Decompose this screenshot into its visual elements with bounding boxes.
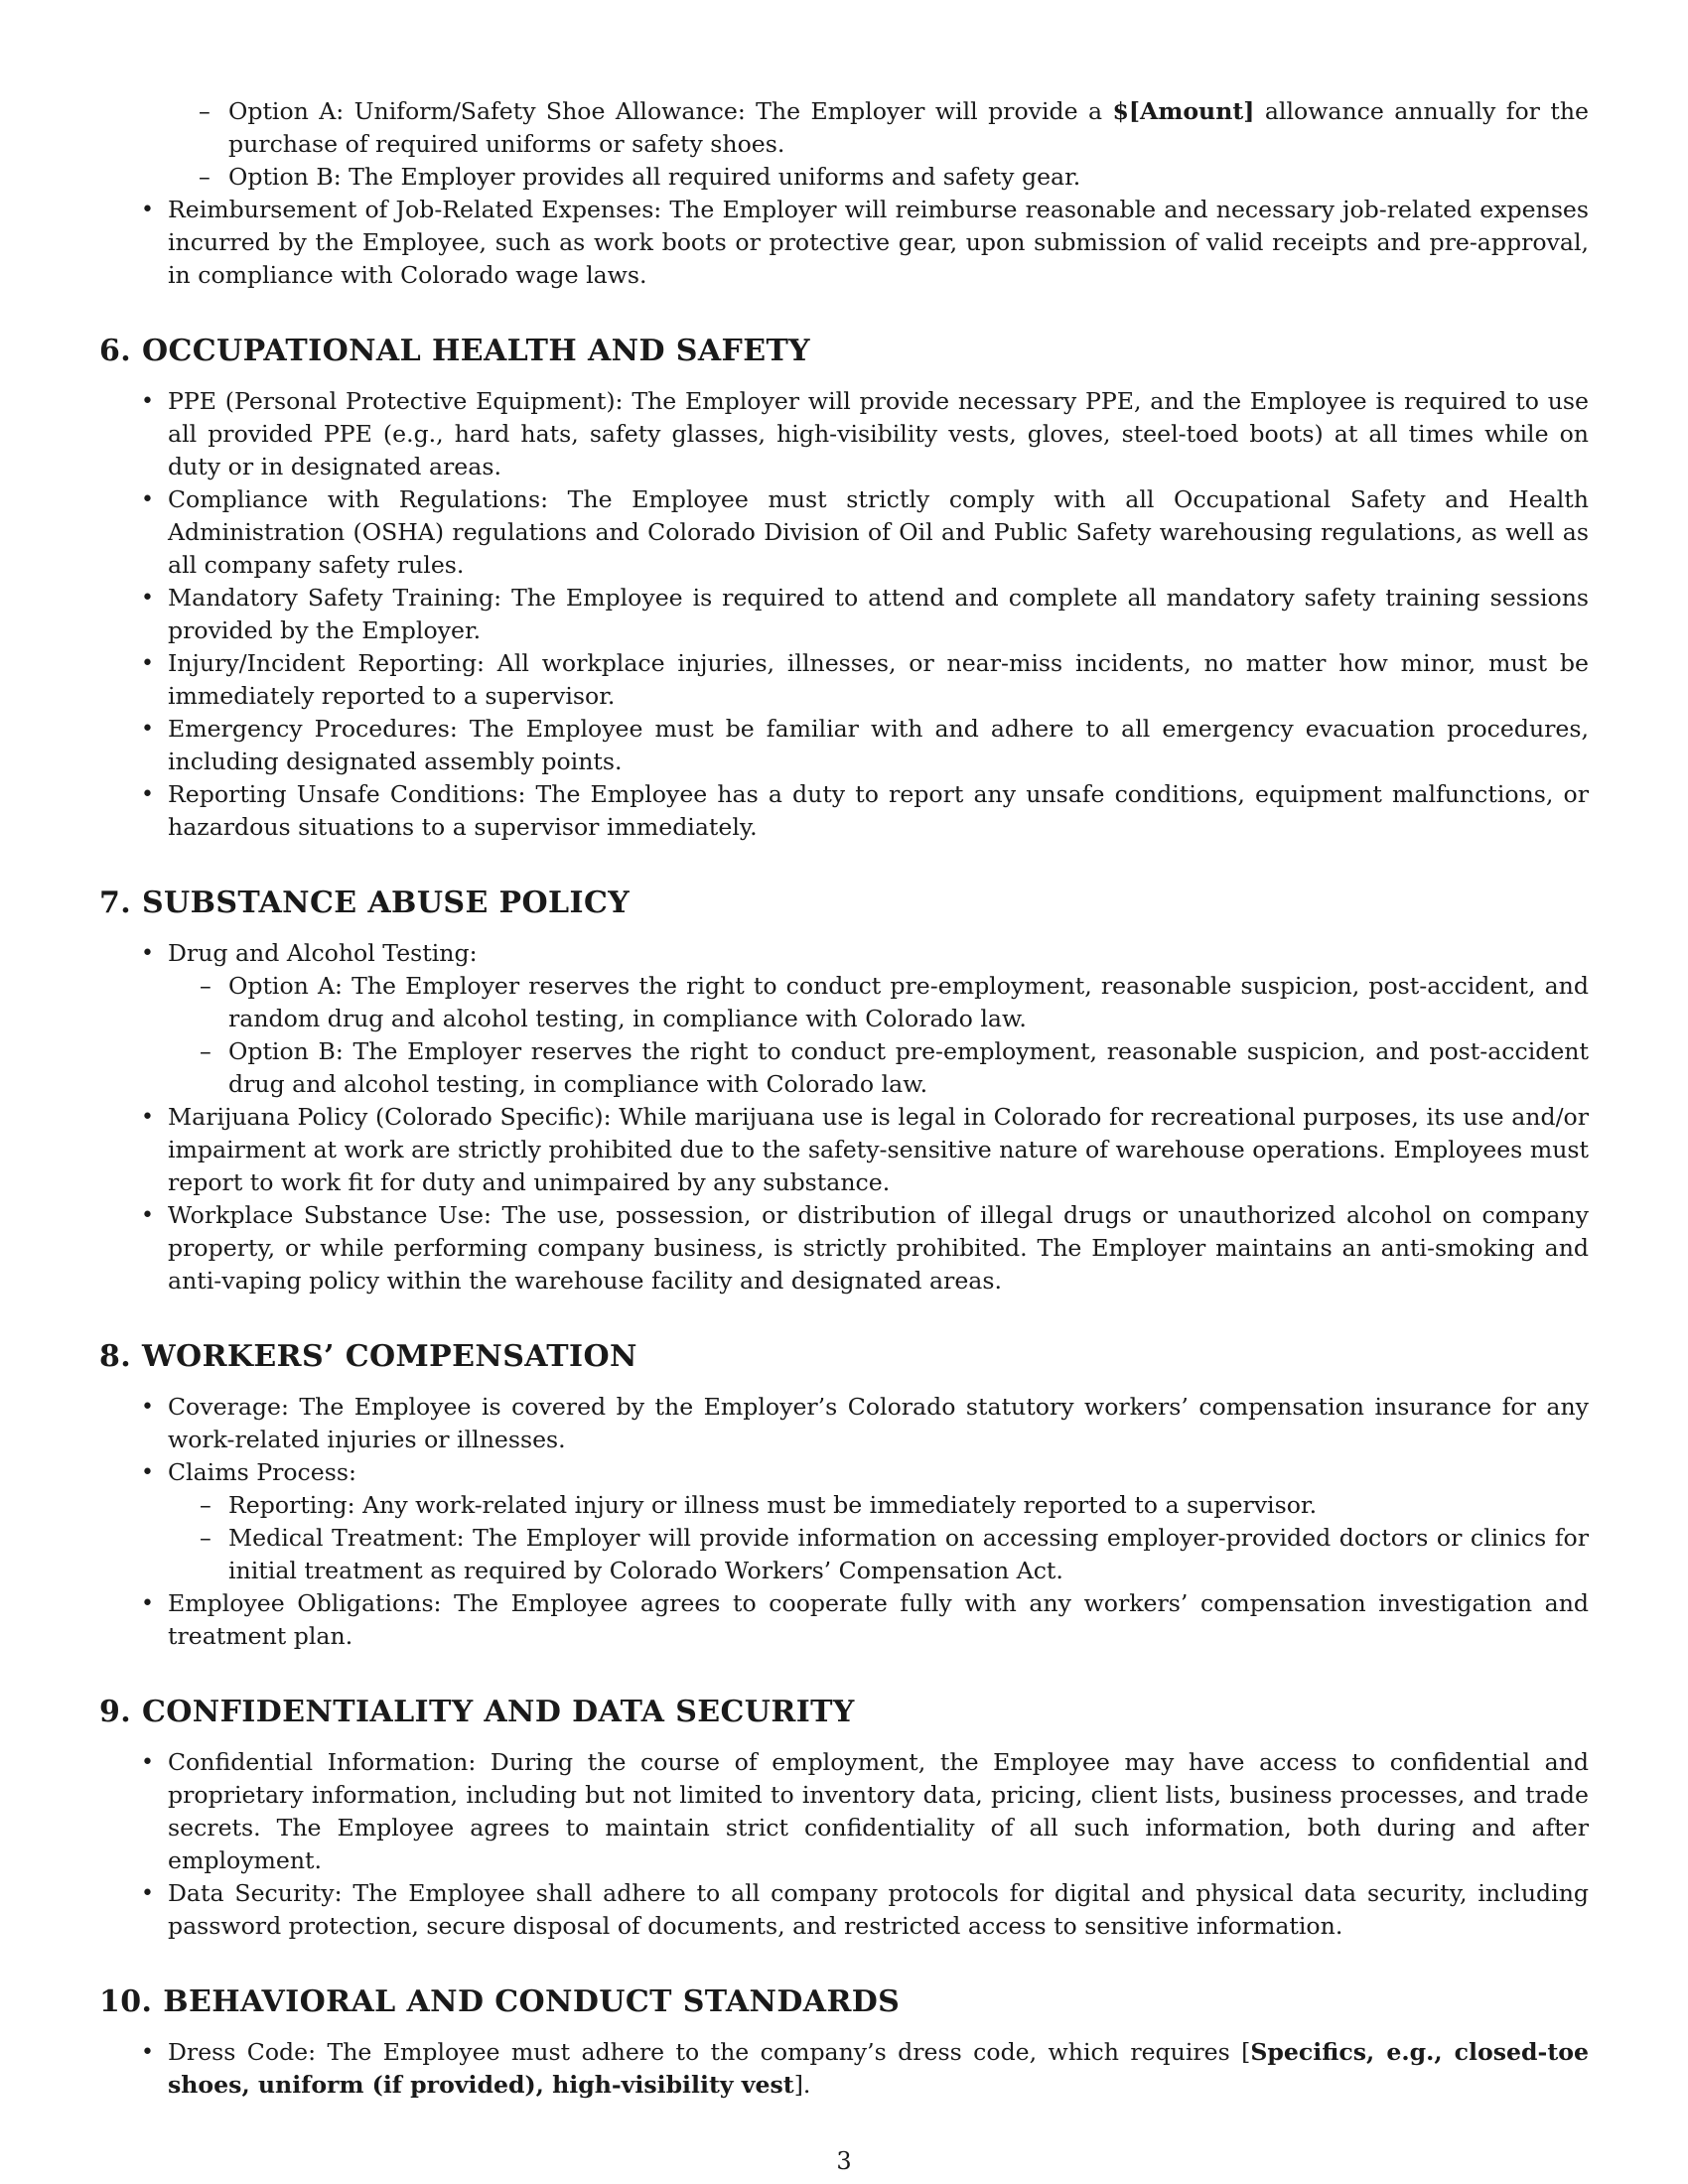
section-10-list <box>99 2036 1589 2102</box>
uniform-option-b: – Option B: The Employer provides all required uniforms and safety gear. <box>99 161 1589 194</box>
reimbursement-item: • Reimbursement of Job-Related Expenses: The Employer will reimburse reasonable and necessary job-related expenses incurred by the Employee, such as work boots or protective gear, upon submission of valid receipts and pre-approval, in compliance with Colorado wage laws. <box>99 194 1589 292</box>
claims-steps <box>168 1489 1589 1587</box>
section-7-list <box>99 937 1589 1297</box>
testing-options <box>168 970 1589 1101</box>
testing-option-a: – Option A: The Employer reserves the right to conduct pre-employment, reasonable suspicion, post-accident, and random drug and alcohol testing, in compliance with Colorado law. <box>168 970 1589 1035</box>
list-item-dress-code: • Dress Code: The Employee must adhere to the company’s dress code, which requires [Specifics, e.g., closed-toe shoes, uniform (if provided), high-visibility vest]. <box>99 2036 1589 2102</box>
section-6 <box>99 334 1589 844</box>
section-10-heading: 10. BEHAVIORAL AND CONDUCT STANDARDS <box>99 1984 901 2019</box>
uniform-options <box>99 95 1589 194</box>
uniform-option-a: – Option A: Uniform/Safety Shoe Allowance: The Employer will provide a $[Amount] allowance annually for the purchase of required uniforms or safety shoes. <box>99 95 1589 161</box>
list-item: • Injury/Incident Reporting: All workplace injuries, illnesses, or near-miss incidents, no matter how minor, must be immediately reported to a supervisor. <box>99 647 1589 713</box>
list-item: • Coverage: The Employee is covered by the Employer’s Colorado statutory workers’ compensation insurance for any work-related injuries or illnesses. <box>99 1391 1589 1456</box>
list-item-claims: • Claims Process: – Reporting: Any work-related injury or illness must be immediately reported to a supervisor. – Medical Treatment: The Employer will provide information on accessing employer-provided doctors or clinics for initial treatment as required by Colorado Workers’ Compensation Act. <box>99 1456 1589 1587</box>
list-item: • Workplace Substance Use: The use, possession, or distribution of illegal drugs or unauthorized alcohol on company property, or while performing company business, is strictly prohibited. The Employer maintains an anti-smoking and anti-vaping policy within the warehouse facility and designated areas. <box>99 1199 1589 1297</box>
section-8 <box>99 1339 1589 1653</box>
section-8-heading: 8. WORKERS’ COMPENSATION <box>99 1339 637 1374</box>
dress-code-placeholder: Specifics, e.g., closed-toe shoes, uniform (if provided), high-visibility vest <box>168 2038 1589 2099</box>
list-item: • Emergency Procedures: The Employee must be familiar with and adhere to all emergency evacuation procedures, including designated assembly points. <box>99 713 1589 778</box>
list-item: • Compliance with Regulations: The Employee must strictly comply with all Occupational Safety and Health Administration (OSHA) regulations and Colorado Division of Oil and Public Safety warehousing regulations, as well as all company safety rules. <box>99 483 1589 582</box>
list-item: • Mandatory Safety Training: The Employee is required to attend and complete all mandatory safety training sessions provided by the Employer. <box>99 582 1589 647</box>
testing-option-b: – Option B: The Employer reserves the right to conduct pre-employment, reasonable suspicion, and post-accident drug and alcohol testing, in compliance with Colorado law. <box>168 1035 1589 1101</box>
list-item-testing: • Drug and Alcohol Testing: – Option A: The Employer reserves the right to conduct pre-employment, reasonable suspicion, post-accident, and random drug and alcohol testing, in compliance with Colorado law. – Option B: The Employer reserves the right to conduct pre-employment, reasonable suspicion, and post-accident drug and alcohol testing, in compliance with Colorado law. <box>99 937 1589 1101</box>
section-9 <box>99 1695 1589 1943</box>
section-9-list <box>99 1746 1589 1943</box>
list-item: • Employee Obligations: The Employee agrees to cooperate fully with any workers’ compensation investigation and treatment plan. <box>99 1587 1589 1653</box>
section-6-list <box>99 385 1589 844</box>
page-number: 3 <box>836 2147 852 2175</box>
continued-section <box>99 95 1589 292</box>
list-item: • Data Security: The Employee shall adhere to all company protocols for digital and physical data security, including password protection, secure disposal of documents, and restricted access to sensitive information. <box>99 1877 1589 1943</box>
list-item: • Reporting Unsafe Conditions: The Employee has a duty to report any unsafe conditions, equipment malfunctions, or hazardous situations to a supervisor immediately. <box>99 778 1589 844</box>
section-6-heading: 6. OCCUPATIONAL HEALTH AND SAFETY <box>99 334 811 368</box>
claims-reporting: – Reporting: Any work-related injury or illness must be immediately reported to a supervisor. <box>168 1489 1589 1522</box>
reimbursement-list <box>99 194 1589 292</box>
section-7-heading: 7. SUBSTANCE ABUSE POLICY <box>99 886 631 920</box>
list-item: • Marijuana Policy (Colorado Specific): While marijuana use is legal in Colorado for recreational purposes, its use and/or impairment at work are strictly prohibited due to the safety-sensitive nature of warehouse operations. Employees must report to work fit for duty and unimpaired by any substance. <box>99 1101 1589 1199</box>
section-7 <box>99 886 1589 1297</box>
list-item: • Confidential Information: During the course of employment, the Employee may have access to confidential and proprietary information, including but not limited to inventory data, pricing, client lists, business processes, and trade secrets. The Employee agrees to maintain strict confidentiality of all such information, both during and after employment. <box>99 1746 1589 1877</box>
section-10 <box>99 1984 1589 2102</box>
claims-medical: – Medical Treatment: The Employer will provide information on accessing employer-provided doctors or clinics for initial treatment as required by Colorado Workers’ Compensation Act. <box>168 1522 1589 1587</box>
amount-placeholder: $[Amount] <box>1112 97 1255 125</box>
document-page <box>99 95 1589 2102</box>
list-item: • PPE (Personal Protective Equipment): The Employer will provide necessary PPE, and the Employee is required to use all provided PPE (e.g., hard hats, safety glasses, high-visibility vests, gloves, steel-toed boots) at all times while on duty or in designated areas. <box>99 385 1589 483</box>
section-8-list <box>99 1391 1589 1653</box>
section-9-heading: 9. CONFIDENTIALITY AND DATA SECURITY <box>99 1695 855 1729</box>
